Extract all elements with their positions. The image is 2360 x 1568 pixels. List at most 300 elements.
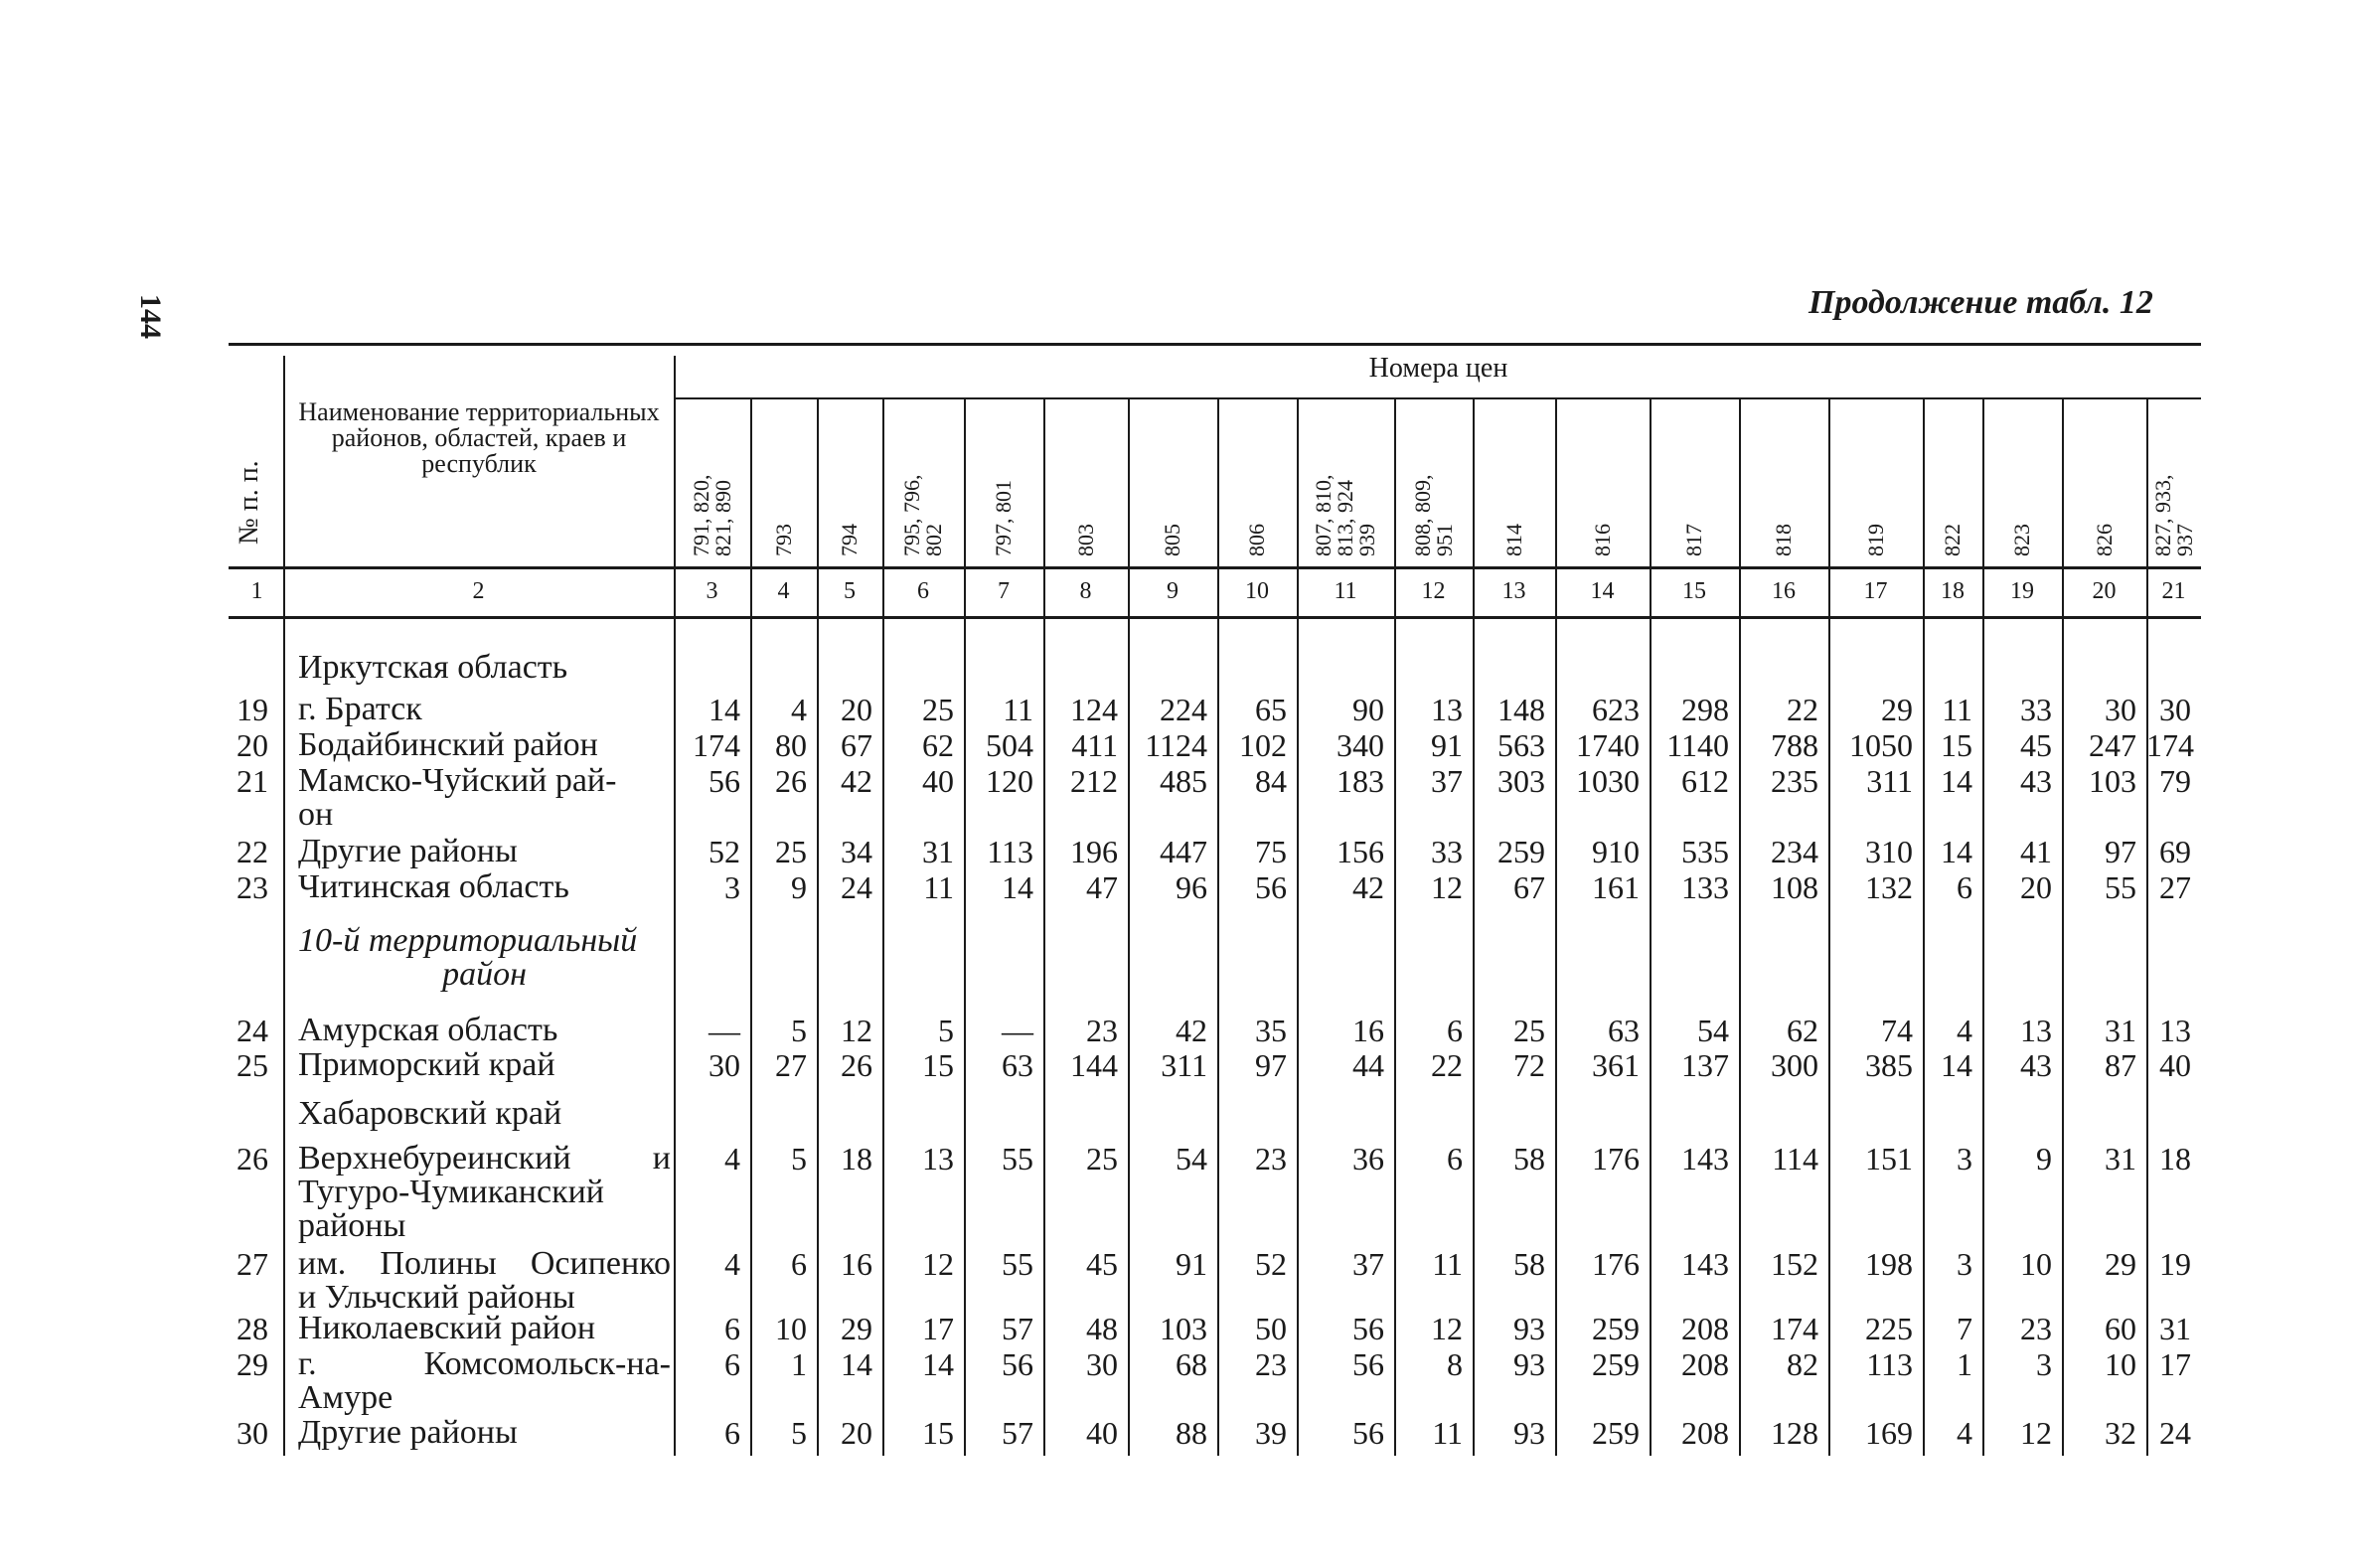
price-column-header: 797, 801 <box>991 480 1016 556</box>
column-number: 13 <box>1501 578 1526 604</box>
table-cell: 8 <box>1447 1346 1463 1382</box>
table-cell: 11 <box>1003 692 1033 727</box>
table-cell: 504 <box>986 727 1033 763</box>
table-cell: 16 <box>841 1246 872 1282</box>
price-column-header: 819 <box>1862 524 1888 556</box>
table-cell: 67 <box>1513 869 1545 905</box>
table-cell: 235 <box>1771 763 1818 799</box>
table-cell: 10 <box>2020 1246 2052 1282</box>
table-cell: 612 <box>1681 763 1729 799</box>
column-divider <box>1128 399 1130 1456</box>
table-cell: 3 <box>1957 1246 1972 1282</box>
table-cell: 4 <box>1957 1013 1972 1048</box>
table-cell: 132 <box>1865 869 1913 905</box>
colnum-bottom-rule <box>229 616 2201 619</box>
region-name: районы <box>298 1207 406 1244</box>
table-cell: 5 <box>791 1141 807 1176</box>
table-cell: 31 <box>922 834 954 869</box>
column-divider <box>964 399 966 1456</box>
table-cell: 1050 <box>1849 727 1913 763</box>
table-cell: 14 <box>922 1346 954 1382</box>
table-cell: 36 <box>1352 1141 1384 1176</box>
table-cell: 5 <box>938 1013 954 1048</box>
table-cell: 58 <box>1513 1141 1545 1176</box>
table-cell: 96 <box>1176 869 1207 905</box>
table-cell: 12 <box>841 1013 872 1048</box>
column-divider <box>1739 399 1741 1456</box>
column-number: 15 <box>1682 578 1706 604</box>
column-number: 8 <box>1079 578 1092 604</box>
table-cell: 87 <box>2105 1047 2136 1083</box>
table-cell: 14 <box>1941 763 1972 799</box>
table-cell: 23 <box>2020 1311 2052 1346</box>
table-cell: 17 <box>2159 1346 2191 1382</box>
table-cell: 1124 <box>1145 727 1207 763</box>
column-number: 10 <box>1245 578 1269 604</box>
table-cell: 300 <box>1771 1047 1818 1083</box>
header-bottom-rule <box>229 566 2201 569</box>
table-cell: 14 <box>1941 1047 1972 1083</box>
table-cell: 52 <box>708 834 740 869</box>
table-cell: 56 <box>1352 1415 1384 1451</box>
table-cell: 15 <box>1941 727 1972 763</box>
table-cell: 24 <box>841 869 872 905</box>
table-cell: 120 <box>986 763 1033 799</box>
table-cell: 174 <box>1771 1311 1818 1346</box>
table-cell: 102 <box>1239 727 1287 763</box>
row-number: 26 <box>236 1141 268 1176</box>
table-cell: 259 <box>1592 1346 1640 1382</box>
price-column-header: 806 <box>1244 524 1269 556</box>
table-cell: 88 <box>1176 1415 1207 1451</box>
table-cell: 23 <box>1255 1346 1287 1382</box>
column-number: 17 <box>1863 578 1888 604</box>
table-cell: 13 <box>922 1141 954 1176</box>
row-number: 27 <box>236 1246 268 1282</box>
table-cell: 225 <box>1865 1311 1913 1346</box>
column-number: 9 <box>1167 578 1179 604</box>
table-cell: 23 <box>1255 1141 1287 1176</box>
table-cell: 67 <box>841 727 872 763</box>
row-number: 23 <box>236 869 268 905</box>
table-cell: 93 <box>1513 1415 1545 1451</box>
table-cell: 29 <box>841 1311 872 1346</box>
table-cell: 79 <box>2159 763 2191 799</box>
region-name: г. Братск <box>298 691 422 727</box>
table-cell: 13 <box>2020 1013 2052 1048</box>
table-cell: 234 <box>1771 834 1818 869</box>
table-cell: 15 <box>922 1415 954 1451</box>
table-cell: 16 <box>1352 1013 1384 1048</box>
table-cell: 17 <box>922 1311 954 1346</box>
row-number: 20 <box>236 727 268 763</box>
column-number: 3 <box>706 578 718 604</box>
table-cell: 19 <box>2159 1246 2191 1282</box>
column-number: 16 <box>1772 578 1796 604</box>
table-cell: 35 <box>1255 1013 1287 1048</box>
continuation-title: Продолжение табл. 12 <box>1809 284 2153 321</box>
table-cell: 63 <box>1608 1013 1640 1048</box>
table-cell: 68 <box>1176 1346 1207 1382</box>
region-name: район <box>442 956 527 993</box>
table-cell: 113 <box>987 834 1033 869</box>
price-column-header: 807, 810, 813, 924 939 <box>1311 474 1379 556</box>
table-cell: 174 <box>693 727 740 763</box>
table-cell: 198 <box>1865 1246 1913 1282</box>
region-name: Амурская область <box>298 1012 558 1048</box>
table-cell: 33 <box>1431 834 1463 869</box>
table-cell: 22 <box>1431 1047 1463 1083</box>
table-cell: 30 <box>708 1047 740 1083</box>
column-number: 12 <box>1421 578 1446 604</box>
table-cell: 18 <box>841 1141 872 1176</box>
table-cell: 74 <box>1881 1013 1913 1048</box>
price-column-header: 827, 933, 937 <box>2149 474 2197 556</box>
table-cell: 80 <box>775 727 807 763</box>
table-cell: 1 <box>791 1346 807 1382</box>
table-cell: 11 <box>1432 1246 1463 1282</box>
name-column-header: Наименование территориальных районов, областей, краев и республик <box>298 397 660 478</box>
page-number: 144 <box>134 294 167 339</box>
table-cell: 4 <box>791 692 807 727</box>
region-name: Иркутская область <box>298 649 568 686</box>
row-number: 25 <box>236 1047 268 1083</box>
column-number: 6 <box>917 578 929 604</box>
price-column-header: 791, 820, 821, 890 <box>688 474 735 556</box>
region-name: Бодайбинский район <box>298 726 598 763</box>
table-cell: 361 <box>1592 1047 1640 1083</box>
table-cell: 183 <box>1337 763 1384 799</box>
region-name: 10-й территориальный <box>298 922 638 959</box>
table-cell: 5 <box>791 1013 807 1048</box>
region-name: Другие районы <box>298 833 518 869</box>
table-cell: 563 <box>1497 727 1545 763</box>
table-cell: 75 <box>1255 834 1287 869</box>
table-cell: 1030 <box>1576 763 1640 799</box>
table-cell: 14 <box>1002 869 1033 905</box>
table-cell: 13 <box>2159 1013 2191 1048</box>
table-cell: 12 <box>1431 869 1463 905</box>
table-cell: 4 <box>724 1246 740 1282</box>
table-cell: 57 <box>1002 1311 1033 1346</box>
column-number: 4 <box>777 578 790 604</box>
table-cell: 12 <box>922 1246 954 1282</box>
table-cell: 40 <box>2159 1047 2191 1083</box>
column-divider <box>1828 399 1830 1456</box>
region-name: Амуре <box>298 1379 393 1416</box>
table-cell: 97 <box>2105 834 2136 869</box>
table-cell: 37 <box>1352 1246 1384 1282</box>
region-name: Приморский край <box>298 1046 555 1083</box>
column-number: 21 <box>2161 578 2186 604</box>
table-cell: 25 <box>1086 1141 1118 1176</box>
column-divider <box>674 356 676 1456</box>
table-cell: 447 <box>1160 834 1207 869</box>
table-cell: 37 <box>1431 763 1463 799</box>
table-cell: 34 <box>841 834 872 869</box>
table-cell: 212 <box>1070 763 1118 799</box>
table-cell: 535 <box>1681 834 1729 869</box>
table-cell: 69 <box>2159 834 2191 869</box>
table-cell: 7 <box>1957 1311 1972 1346</box>
table-cell: 58 <box>1513 1246 1545 1282</box>
column-divider <box>283 356 285 1456</box>
table-cell: 103 <box>1160 1311 1207 1346</box>
table-cell: 6 <box>724 1311 740 1346</box>
column-number: 20 <box>2092 578 2117 604</box>
table-cell: 137 <box>1681 1047 1729 1083</box>
table-cell: 30 <box>2105 692 2136 727</box>
table-cell: 385 <box>1865 1047 1913 1083</box>
table-cell: 42 <box>1176 1013 1207 1048</box>
table-cell: 39 <box>1255 1415 1287 1451</box>
price-column-header: 817 <box>1681 524 1706 556</box>
table-cell: 259 <box>1592 1415 1640 1451</box>
table-cell: 32 <box>2105 1415 2136 1451</box>
table-cell: 11 <box>1432 1415 1463 1451</box>
table-cell: 411 <box>1071 727 1118 763</box>
row-number: 29 <box>236 1346 268 1382</box>
table-cell: 47 <box>1086 869 1118 905</box>
table-cell: 91 <box>1431 727 1463 763</box>
table-cell: 247 <box>2089 727 2136 763</box>
table-cell: 48 <box>1086 1311 1118 1346</box>
table-cell: 84 <box>1255 763 1287 799</box>
table-cell: 298 <box>1681 692 1729 727</box>
price-column-header: 822 <box>1940 524 1965 556</box>
table-cell: 56 <box>1002 1346 1033 1382</box>
table-cell: 208 <box>1681 1415 1729 1451</box>
table-cell: 5 <box>791 1415 807 1451</box>
table-cell: 23 <box>1086 1013 1118 1048</box>
table-cell: 93 <box>1513 1311 1545 1346</box>
table-cell: 40 <box>1086 1415 1118 1451</box>
table-cell: 27 <box>775 1047 807 1083</box>
table-cell: 9 <box>791 869 807 905</box>
table-cell: 24 <box>2159 1415 2191 1451</box>
column-divider <box>1982 399 1984 1456</box>
table-cell: 3 <box>2036 1346 2052 1382</box>
table-cell: 45 <box>2020 727 2052 763</box>
table-cell: 151 <box>1865 1141 1913 1176</box>
column-divider <box>1297 399 1299 1456</box>
row-number: 28 <box>236 1311 268 1346</box>
table-cell: 156 <box>1337 834 1384 869</box>
table-cell: 91 <box>1176 1246 1207 1282</box>
table-cell: 124 <box>1070 692 1118 727</box>
table-cell: 174 <box>2146 727 2194 763</box>
column-divider <box>1923 399 1925 1456</box>
price-column-header: 803 <box>1072 524 1098 556</box>
table-cell: 20 <box>841 1415 872 1451</box>
table-cell: 10 <box>775 1311 807 1346</box>
table-cell: 56 <box>1352 1346 1384 1382</box>
table-cell: 62 <box>1787 1013 1818 1048</box>
price-column-header: 826 <box>2091 524 2117 556</box>
table-cell: 3 <box>1957 1141 1972 1176</box>
column-number: 5 <box>844 578 856 604</box>
table-cell: 42 <box>841 763 872 799</box>
region-name: г. Комсомольск-на- <box>298 1345 671 1382</box>
table-cell: 303 <box>1497 763 1545 799</box>
table-cell: 12 <box>2020 1415 2052 1451</box>
table-cell: 55 <box>2105 869 2136 905</box>
table-cell: 4 <box>724 1141 740 1176</box>
table-cell: 4 <box>1957 1415 1972 1451</box>
table-cell: 208 <box>1681 1346 1729 1382</box>
table-cell: 10 <box>2105 1346 2136 1382</box>
table-cell: 12 <box>1431 1311 1463 1346</box>
table-cell: 788 <box>1771 727 1818 763</box>
table-cell: 113 <box>1866 1346 1913 1382</box>
table-cell: 6 <box>1447 1141 1463 1176</box>
table-cell: 103 <box>2089 763 2136 799</box>
column-number: 2 <box>472 578 485 604</box>
prices-rule <box>674 397 2201 399</box>
table-cell: 152 <box>1771 1246 1818 1282</box>
table-cell: 97 <box>1255 1047 1287 1083</box>
price-column-header: 793 <box>770 524 796 556</box>
row-number: 19 <box>236 692 268 727</box>
table-cell: 57 <box>1002 1415 1033 1451</box>
table-cell: 176 <box>1592 1246 1640 1282</box>
top-rule <box>229 343 2201 346</box>
table-cell: 31 <box>2105 1141 2136 1176</box>
price-column-header: 808, 809, 951 <box>1409 474 1457 556</box>
column-number: 14 <box>1590 578 1615 604</box>
table-cell: 133 <box>1681 869 1729 905</box>
column-divider <box>882 399 884 1456</box>
table-cell: 9 <box>2036 1141 2052 1176</box>
table-cell: 311 <box>1161 1047 1207 1083</box>
column-divider <box>1473 399 1475 1456</box>
table-cell: 90 <box>1352 692 1384 727</box>
table-cell: 1 <box>1957 1346 1972 1382</box>
table-cell: 148 <box>1497 692 1545 727</box>
table-cell: 54 <box>1176 1141 1207 1176</box>
table-cell: 108 <box>1771 869 1818 905</box>
table-cell: 42 <box>1352 869 1384 905</box>
price-column-header: 823 <box>2009 524 2034 556</box>
table-cell: 144 <box>1070 1047 1118 1083</box>
column-divider <box>1043 399 1045 1456</box>
region-name: и Ульчский районы <box>298 1279 575 1316</box>
region-name: он <box>298 796 334 833</box>
region-name: Николаевский район <box>298 1310 596 1346</box>
table-cell: 143 <box>1681 1141 1729 1176</box>
region-name: Тугуро-Чумиканский <box>298 1174 604 1210</box>
column-number: 1 <box>250 578 263 604</box>
table-cell: 15 <box>922 1047 954 1083</box>
table-cell: 43 <box>2020 1047 2052 1083</box>
column-divider <box>2146 399 2148 1456</box>
table-cell: 22 <box>1787 692 1818 727</box>
region-name: Другие районы <box>298 1414 518 1451</box>
table-cell: 623 <box>1592 692 1640 727</box>
table-cell: 55 <box>1002 1141 1033 1176</box>
table-cell: 30 <box>1086 1346 1118 1382</box>
table-cell: 208 <box>1681 1311 1729 1346</box>
table-cell: 259 <box>1592 1311 1640 1346</box>
row-number: 24 <box>236 1013 268 1048</box>
column-divider <box>750 399 752 1456</box>
region-name: Мамско-Чуйский рай- <box>298 762 617 799</box>
table-cell: — <box>1002 1013 1033 1048</box>
table-cell: 54 <box>1697 1013 1729 1048</box>
table-cell: 56 <box>1352 1311 1384 1346</box>
column-number: 7 <box>998 578 1010 604</box>
table-cell: 11 <box>1942 692 1972 727</box>
table-cell: 311 <box>1866 763 1913 799</box>
table-cell: 143 <box>1681 1246 1729 1282</box>
column-divider <box>1650 399 1652 1456</box>
column-divider <box>2062 399 2064 1456</box>
price-column-header: 805 <box>1160 524 1184 556</box>
table-cell: 114 <box>1772 1141 1818 1176</box>
table-cell: 18 <box>2159 1141 2191 1176</box>
table-cell: 29 <box>1881 692 1913 727</box>
column-number: 19 <box>2010 578 2034 604</box>
table-cell: 27 <box>2159 869 2191 905</box>
table-cell: 43 <box>2020 763 2052 799</box>
table-cell: 1740 <box>1576 727 1640 763</box>
table-cell: 60 <box>2105 1311 2136 1346</box>
price-column-header: 794 <box>837 524 862 556</box>
table-cell: 30 <box>2159 692 2191 727</box>
table-cell: 169 <box>1865 1415 1913 1451</box>
table-cell: 14 <box>708 692 740 727</box>
table-cell: 25 <box>922 692 954 727</box>
table-cell: 26 <box>775 763 807 799</box>
table-cell: 259 <box>1497 834 1545 869</box>
prices-header: Номера цен <box>1368 353 1508 384</box>
table-cell: 55 <box>1002 1246 1033 1282</box>
table-cell: 161 <box>1592 869 1640 905</box>
table-cell: 41 <box>2020 834 2052 869</box>
table-cell: 31 <box>2159 1311 2191 1346</box>
table-cell: 20 <box>841 692 872 727</box>
table-cell: 196 <box>1070 834 1118 869</box>
table-cell: 6 <box>791 1246 807 1282</box>
table-cell: 11 <box>923 869 954 905</box>
table-cell: 63 <box>1002 1047 1033 1083</box>
region-name: им. Полины Осипенко <box>298 1245 671 1282</box>
table-cell: 13 <box>1431 692 1463 727</box>
region-name: Верхнебуреинский и <box>298 1140 671 1176</box>
table-cell: 310 <box>1865 834 1913 869</box>
table-cell: 25 <box>1513 1013 1545 1048</box>
region-name: Читинская область <box>298 868 569 905</box>
table-cell: — <box>708 1013 740 1048</box>
table-cell: 14 <box>1941 834 1972 869</box>
row-number: 22 <box>236 834 268 869</box>
table-cell: 65 <box>1255 692 1287 727</box>
region-name: Хабаровский край <box>298 1095 562 1132</box>
table-cell: 910 <box>1592 834 1640 869</box>
table-cell: 20 <box>2020 869 2052 905</box>
table-cell: 224 <box>1160 692 1207 727</box>
table-cell: 29 <box>2105 1246 2136 1282</box>
price-column-header: 816 <box>1589 524 1615 556</box>
table-cell: 26 <box>841 1047 872 1083</box>
price-column-header: 818 <box>1771 524 1796 556</box>
table-cell: 6 <box>1447 1013 1463 1048</box>
row-number-header: № п. п. <box>234 460 264 545</box>
column-divider <box>817 399 819 1456</box>
column-divider <box>1217 399 1219 1456</box>
table-cell: 62 <box>922 727 954 763</box>
column-divider <box>1555 399 1557 1456</box>
